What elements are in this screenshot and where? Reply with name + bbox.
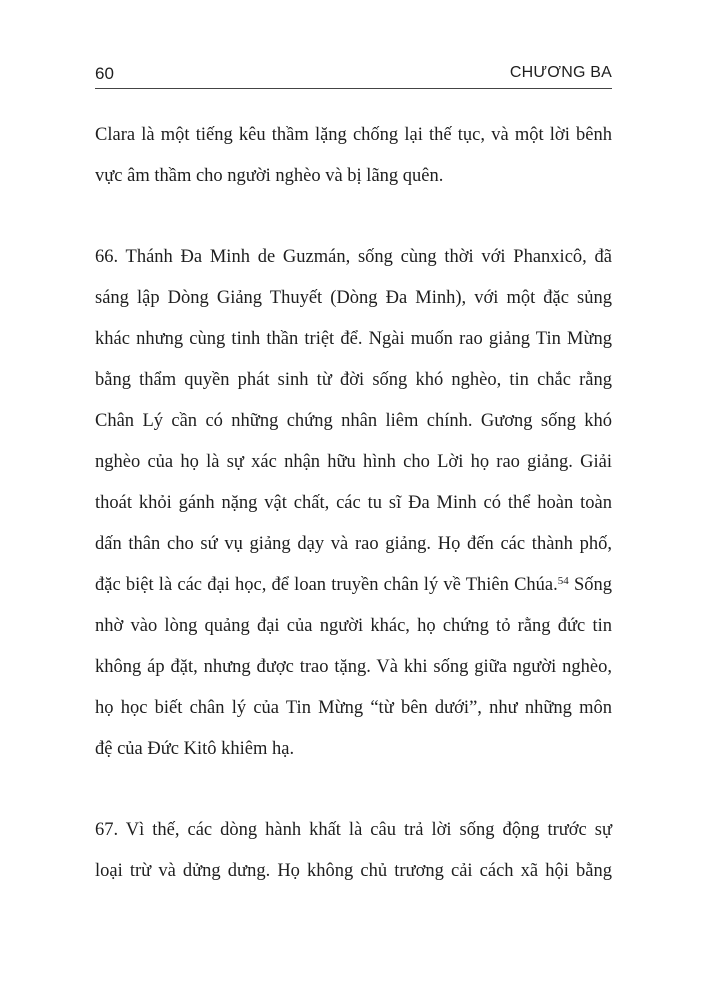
- text-line: không áp đặt, nhưng được trao tặng. Và khi sống giữa người nghèo,: [95, 657, 612, 677]
- text-line: nghèo của họ là sự xác nhận hữu hình cho Lời họ rao giảng. Giải: [95, 452, 612, 472]
- page-number: 60: [95, 64, 114, 83]
- text-line: đệ của Đức Kitô khiêm hạ.: [95, 739, 295, 759]
- text-line: Clara là một tiếng kêu thầm lặng chống lại thế tục, và một lời bênh: [95, 125, 612, 145]
- text-line: vực âm thầm cho người nghèo và bị lãng quên.: [95, 166, 444, 186]
- text-line: sáng lập Dòng Giảng Thuyết (Dòng Đa Minh), với một đặc sủng: [95, 288, 612, 308]
- text-line: thoát khỏi gánh nặng vật chất, các tu sĩ Đa Minh có thể hoàn toàn: [95, 493, 612, 513]
- text-fragment: Sống: [568, 575, 612, 595]
- running-header: [95, 62, 612, 89]
- text-line: dấn thân cho sứ vụ giảng dạy và rao giảng. Họ đến các thành phố,: [95, 534, 612, 554]
- text-line: Chân Lý cần có những chứng nhân liêm chính. Gương sống khó: [95, 411, 612, 431]
- text-fragment: đặc biệt là các đại học, để loan truyền chân lý về Thiên Chúa.: [95, 575, 558, 595]
- text-line: loại trừ và dửng dưng. Họ không chủ trương cải cách xã hội bằng: [95, 861, 612, 881]
- text-line: họ học biết chân lý của Tin Mừng “từ bên dưới”, như những môn: [95, 698, 612, 718]
- text-line: bằng thẩm quyền phát sinh từ đời sống khó nghèo, tin chắc rằng: [95, 370, 612, 390]
- text-line: khác nhưng cùng tinh thần triệt để. Ngài muốn rao giảng Tin Mừng: [95, 329, 612, 349]
- text-line: [95, 573, 612, 597]
- text-line: 66. Thánh Đa Minh de Guzmán, sống cùng thời với Phanxicô, đã: [95, 247, 612, 267]
- text-line: nhờ vào lòng quảng đại của người khác, họ chứng tỏ rằng đức tin: [95, 616, 612, 636]
- footnote-reference: 54: [557, 575, 569, 587]
- text-line: 67. Vì thế, các dòng hành khất là câu trả lời sống động trước sự: [95, 820, 612, 840]
- chapter-title: CHƯƠNG BA: [509, 64, 612, 81]
